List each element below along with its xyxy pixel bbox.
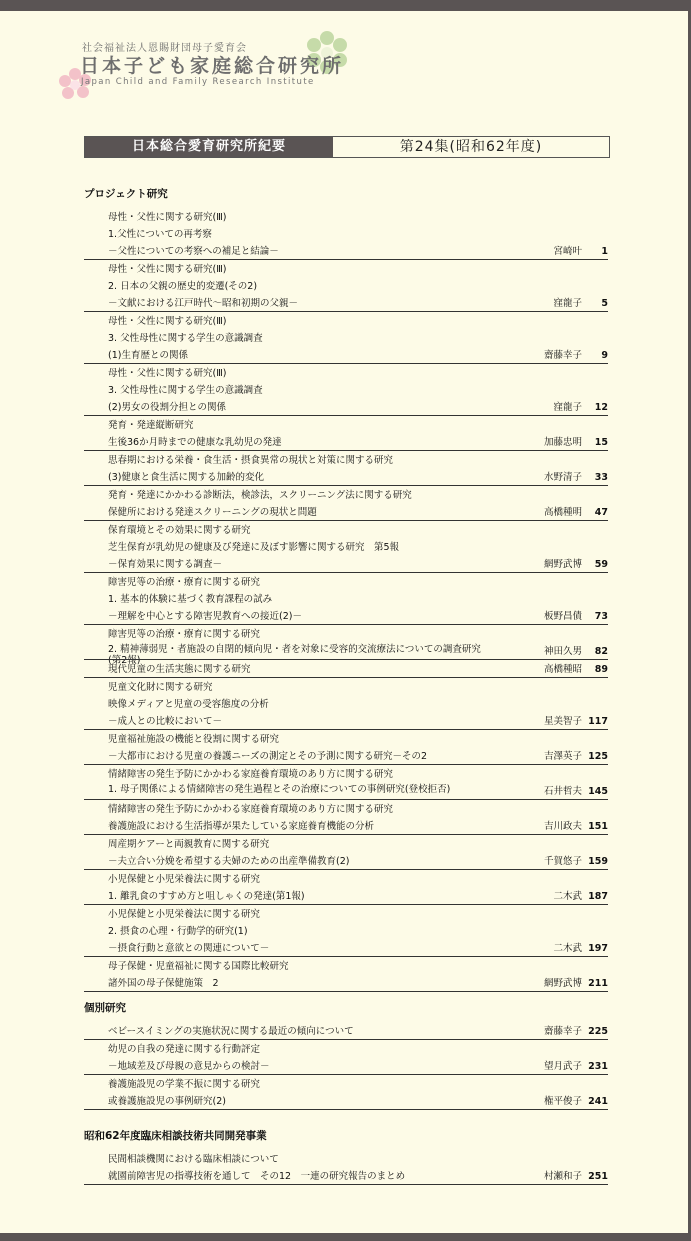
entry-divider [84,259,608,260]
entry-author: 二木武 [553,943,582,954]
entry-page-number: 151 [588,821,608,832]
entry-divider [84,1039,608,1040]
entry-divider [84,1184,608,1185]
entry-subtitle: 或養護施設児の事例研究(2) [108,1096,226,1107]
entry-title-line: 周産期ケアーと両親教育に関する研究 [108,839,270,850]
entry-author: 高橋種明 [543,507,582,518]
entry-author: 加藤忠明 [543,437,582,448]
entry-subtitle: ベビースイミングの実施状況に関する最近の傾向について [108,1026,354,1037]
top-border [0,0,691,11]
entry-subtitle: (2)男女の役割分担との関係 [108,402,226,413]
entry-page-number: 59 [594,559,608,570]
journal-name: 日本総合愛育研究所紀要 [85,137,333,157]
entry-divider [84,869,608,870]
entry-subtitle: －夫立合い分娩を希望する夫婦のための出産準備教育(2) [108,856,350,867]
entry-page-number: 231 [588,1061,608,1072]
entry-author: 二木武 [553,891,582,902]
entry-title-line: 思春期における栄養・食生活・摂食異常の現状と対策に関する研究 [108,455,394,466]
entry-title-line: 情緒障害の発生予防にかかわる家庭養育環境のあり方に関する研究 [108,804,394,815]
entry-title-line: 母性・父性に関する研究(Ⅲ) [108,264,227,275]
entry-title-line: 幼児の自我の発達に関する行動評定 [108,1044,261,1055]
entry-title-line: 映像メディアと児童の受容態度の分析 [108,699,269,710]
entry-page-number: 33 [594,472,608,483]
entry-author: 宮崎叶 [553,246,582,257]
entry-author: 望月武子 [543,1061,582,1072]
entry-title-line: 小児保健と小児栄養法に関する研究 [108,874,261,885]
entry-title-line: 母子保健・児童福祉に関する国際比較研究 [108,961,289,972]
entry-divider [84,363,608,364]
entry-page-number: 197 [588,943,608,954]
entry-title-line: 民間相談機関における臨床相談について [108,1154,279,1165]
entry-divider [84,956,608,957]
entry-divider [84,415,608,416]
entry-title-line: 児童福祉施設の機能と役割に関する研究 [108,734,280,745]
entry-title-line: 障害児等の治療・療育に関する研究 [108,629,261,640]
entry-title-line: 保育環境とその効果に関する研究 [108,525,251,536]
entry-page-number: 12 [594,402,608,413]
entry-author: 村瀬和子 [543,1171,582,1182]
entry-page-number: 47 [594,507,608,518]
entry-title-line: 障害児等の治療・療育に関する研究 [108,577,261,588]
entry-page-number: 82 [594,646,608,657]
entry-title-line: 児童文化財に関する研究 [108,682,213,693]
volume-label: 第24集(昭和62年度) [399,139,543,155]
entry-author: 吉川政夫 [543,821,582,832]
entry-author: 板野昌債 [543,611,582,622]
section-heading: 昭和62年度臨床相談技術共同開発事業 [84,1130,267,1142]
entry-divider [84,624,608,625]
entry-author: 齋藤幸子 [543,1026,582,1037]
entry-subtitle: 1. 母子関係による情緒障害の発生過程とその治療についての事例研究(登校拒否) [108,784,451,795]
entry-author: 千賀悠子 [543,856,582,867]
entry-title-line: 1.父性についての再考察 [108,229,212,240]
entry-title-line: 母性・父性に関する研究(Ⅲ) [108,212,227,223]
entry-subtitle: 生後36か月時までの健康な乳幼児の発達 [108,437,282,448]
entry-page-number: 187 [588,891,608,902]
entry-subtitle: 保健所における発達スクリーニングの現状と問題 [108,507,317,518]
entry-subtitle: －摂食行動と意欲との関連について－ [108,943,270,954]
entry-title-line: 発育・発達にかかわる診断法，検診法，スクリーニング法に関する研究 [108,490,412,501]
entry-title-line: 芝生保育が乳幼児の健康及び発達に及ぼす影響に関する研究 第5報 [108,542,400,553]
entry-author: 網野武博 [543,978,582,989]
organization-name: 社会福祉法人恩賜財団母子愛育会 [82,43,247,54]
entry-subtitle: －大都市における児童の養護ニーズの測定とその予測に関する研究－その2 [108,751,428,762]
entry-author: 石井哲夫 [543,786,582,797]
entry-author: 窪龍子 [553,402,582,413]
entry-subtitle: 就園前障害児の指導技術を通して その12 一連の研究報告のまとめ [108,1171,406,1182]
institute-name: 日本子ども家庭総合研究所 [80,55,345,77]
entry-divider [84,904,608,905]
entry-subtitle: (1)生育歴との関係 [108,350,188,361]
entry-page-number: 241 [588,1096,608,1107]
entry-author: 権平俊子 [543,1096,582,1107]
entry-title-line: 2. 日本の父親の歴史的変遷(その2) [108,281,258,292]
entry-page-number: 125 [588,751,608,762]
entry-divider [84,834,608,835]
entry-title-line: 母性・父性に関する研究(Ⅲ) [108,316,227,327]
entry-divider [84,991,608,992]
entry-title-line: 小児保健と小児栄養法に関する研究 [108,909,261,920]
entry-page-number: 145 [588,786,608,797]
entry-page-number: 211 [588,978,608,989]
entry-author: 網野武博 [543,559,582,570]
entry-divider [84,729,608,730]
entry-subtitle: －父性についての考察への補足と結論－ [108,246,279,257]
entry-divider [84,311,608,312]
entry-author: 齋藤幸子 [543,350,582,361]
entry-title-line: 3. 父性母性に関する学生の意識調査 [108,385,263,396]
entry-title-line: 3. 父性母性に関する学生の意識調査 [108,333,263,344]
section-heading: 個別研究 [84,1002,126,1014]
entry-page-number: 73 [594,611,608,622]
entry-divider [84,1074,608,1075]
entry-subtitle: 1. 離乳食のすすめ方と咀しゃくの発達(第1報) [108,891,305,902]
bottom-border [0,1233,691,1241]
entry-divider [84,659,608,660]
entry-page-number: 1 [601,246,608,257]
entry-title-line: 1. 基本的体験に基づく教育課程の試み [108,594,273,605]
institute-english-name: Japan Child and Family Research Institute [81,77,315,87]
entry-subtitle: －文献における江戸時代～昭和初期の父親－ [108,298,299,309]
entry-subtitle: －地域差及び母親の意見からの検討－ [108,1061,270,1072]
entry-page-number: 117 [588,716,608,727]
entry-page-number: 9 [601,350,608,361]
entry-divider [84,1109,608,1110]
entry-subtitle: 現代児童の生活実態に関する研究 [108,664,251,675]
journal-title-bar [84,136,610,158]
entry-divider [84,572,608,573]
entry-title-line: 2. 摂食の心理・行動学的研究(1) [108,926,248,937]
entry-page-number: 89 [594,664,608,675]
entry-divider [84,485,608,486]
entry-subtitle: －理解を中心とする障害児教育への接近(2)－ [108,611,302,622]
section-heading: プロジェクト研究 [84,188,168,200]
entry-author: 神田久男 [543,646,582,657]
entry-page-number: 159 [588,856,608,867]
entry-divider [84,799,608,800]
entry-author: 水野清子 [543,472,582,483]
entry-page-number: 251 [588,1171,608,1182]
entry-title-line: 養護施設児の学業不振に関する研究 [108,1079,261,1090]
entry-subtitle: 諸外国の母子保健施策 2 [108,978,219,989]
entry-subtitle: (3)健康と食生活に関する加齢的変化 [108,472,264,483]
entry-page-number: 225 [588,1026,608,1037]
entry-author: 窪龍子 [553,298,582,309]
entry-title-line: 発育・発達縦断研究 [108,420,194,431]
entry-title-line: 母性・父性に関する研究(Ⅲ) [108,368,227,379]
entry-author: 吉澤英子 [543,751,582,762]
entry-divider [84,764,608,765]
entry-subtitle: 養護施設における生活指導が果たしている家庭養育機能の分析 [108,821,375,832]
entry-author: 星美智子 [543,716,582,727]
entry-page-number: 15 [594,437,608,448]
entry-title-line: 情緒障害の発生予防にかかわる家庭養育環境のあり方に関する研究 [108,769,394,780]
entry-subtitle: 2. 精神薄弱児・者施設の自閉的傾向児・者を対象に受容的交流療法についての調査研究(第2報) [108,644,481,666]
entry-author: 高橋種昭 [543,664,582,675]
entry-subtitle: －保育効果に関する調査－ [108,559,223,570]
entry-divider [84,677,608,678]
entry-divider [84,450,608,451]
entry-subtitle: －成人との比較において－ [108,716,223,727]
entry-page-number: 5 [601,298,608,309]
entry-divider [84,520,608,521]
